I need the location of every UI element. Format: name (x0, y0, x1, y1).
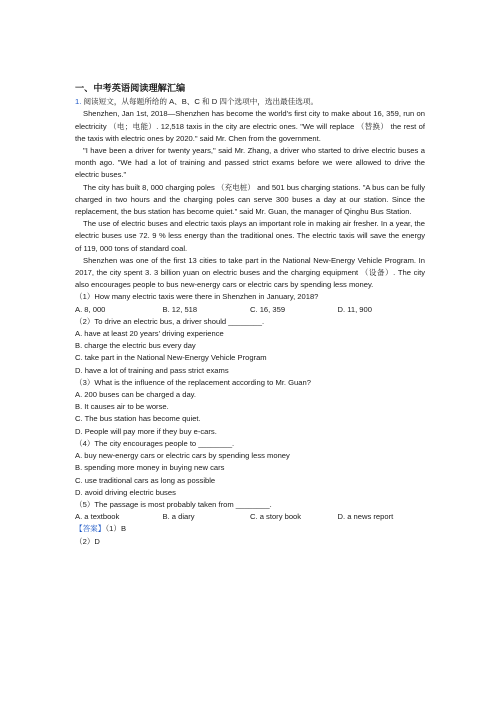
question-stem: （5）The passage is most probably taken from ________. (75, 499, 272, 509)
answer-text: （2）D (75, 536, 100, 546)
question-stem: （2）To drive an electric bus, a driver should ________. (75, 316, 265, 326)
passage-paragraph: The use of electric buses and electric taxis plays an important role in making air fresher. In a year, the electric buses use 72. 9 % less energy than the traditional ones. The electric taxis will save the energy of 119, 000 tons of standard coal. (75, 219, 425, 253)
option-d[interactable]: D. People will pay more if they buy e-cars. (75, 426, 217, 436)
answer-text: （1）B (105, 524, 127, 534)
option-d[interactable]: D. a news report (337, 512, 394, 522)
answer-label: 【答案】 (75, 524, 106, 534)
option-a[interactable]: A. 200 buses can be charged a day. (75, 390, 197, 400)
option-d[interactable]: D. 11, 900 (337, 304, 372, 314)
option-b[interactable]: B. It causes air to be worse. (75, 402, 169, 412)
option-c[interactable]: C. use traditional cars as long as possible (75, 475, 216, 485)
option-row (75, 304, 425, 316)
question-stem: （1）How many electric taxis were there in Shenzhen in January, 2018? (75, 292, 319, 302)
option-a[interactable]: A. a textbook (75, 512, 120, 522)
section-heading: 一、中考英语阅读理解汇编 (75, 83, 186, 93)
option-a[interactable]: A. buy new-energy cars or electric cars by spending less money (75, 451, 290, 461)
option-c[interactable]: C. 16, 359 (250, 304, 286, 314)
passage-paragraph: Shenzhen was one of the first 13 cities to take part in the National New-Energy Vehicle Program. In 2017, the city spent 3. 3 billion yuan on electric buses and the charging equipment （设备）. The city also encourages people to bus new-energy cars or electric cars by spending less money. (75, 255, 425, 290)
passage-paragraph: Shenzhen, Jan 1st, 2018—Shenzhen has become the world's first city to make about 16, 359, run on electricity （电；电能）. 12,518 taxis in the city are electric ones. "We will replace （替换） the rest of the taxis with electric ones by 2020." said Mr. Chen from the government. (75, 109, 425, 143)
option-b[interactable]: B. spending more money in buying new cars (75, 463, 225, 473)
option-d[interactable]: D. have a lot of training and pass strict exams (75, 365, 229, 375)
question-stem: （4）The city encourages people to ________. (75, 438, 235, 448)
question-number: 1. (75, 97, 82, 107)
option-b[interactable]: B. a diary (162, 512, 195, 522)
option-c[interactable]: C. take part in the National New-Energy Vehicle Program (75, 353, 267, 363)
instruction-line (75, 96, 425, 108)
document-page (75, 82, 425, 548)
option-a[interactable]: A. 8, 000 (75, 304, 106, 314)
option-a[interactable]: A. have at least 20 years' driving experience (75, 329, 224, 339)
answer-line (75, 523, 425, 535)
option-d[interactable]: D. avoid driving electric buses (75, 487, 176, 497)
passage-paragraph: "I have been a driver for twenty years," said Mr. Zhang, a driver who started to drive electric buses a month ago. "We had a lot of training and passed strict exams before we were allowed to drive the electric buses." (75, 146, 425, 180)
option-b[interactable]: B. charge the electric bus every day (75, 341, 196, 351)
option-c[interactable]: C. The bus station has become quiet. (75, 414, 201, 424)
question-stem: （3）What is the influence of the replacement according to Mr. Guan? (75, 377, 311, 387)
instruction-text: 阅读短文，从每题所给的 A、B、C 和 D 四个选项中，选出最佳选项。 (83, 97, 319, 107)
passage-paragraph: The city has built 8, 000 charging poles （充电桩） and 501 bus charging stations. "A bus can be fully charged in two hours and the charging poles can serve 300 buses a day at our station. Since the replacement, the bus station has become quiet." said Mr. Guan, the manager of Qinghu Bus Station. (75, 182, 425, 217)
option-row (75, 511, 425, 523)
option-c[interactable]: C. a story book (250, 512, 302, 522)
option-b[interactable]: B. 12, 518 (162, 304, 198, 314)
